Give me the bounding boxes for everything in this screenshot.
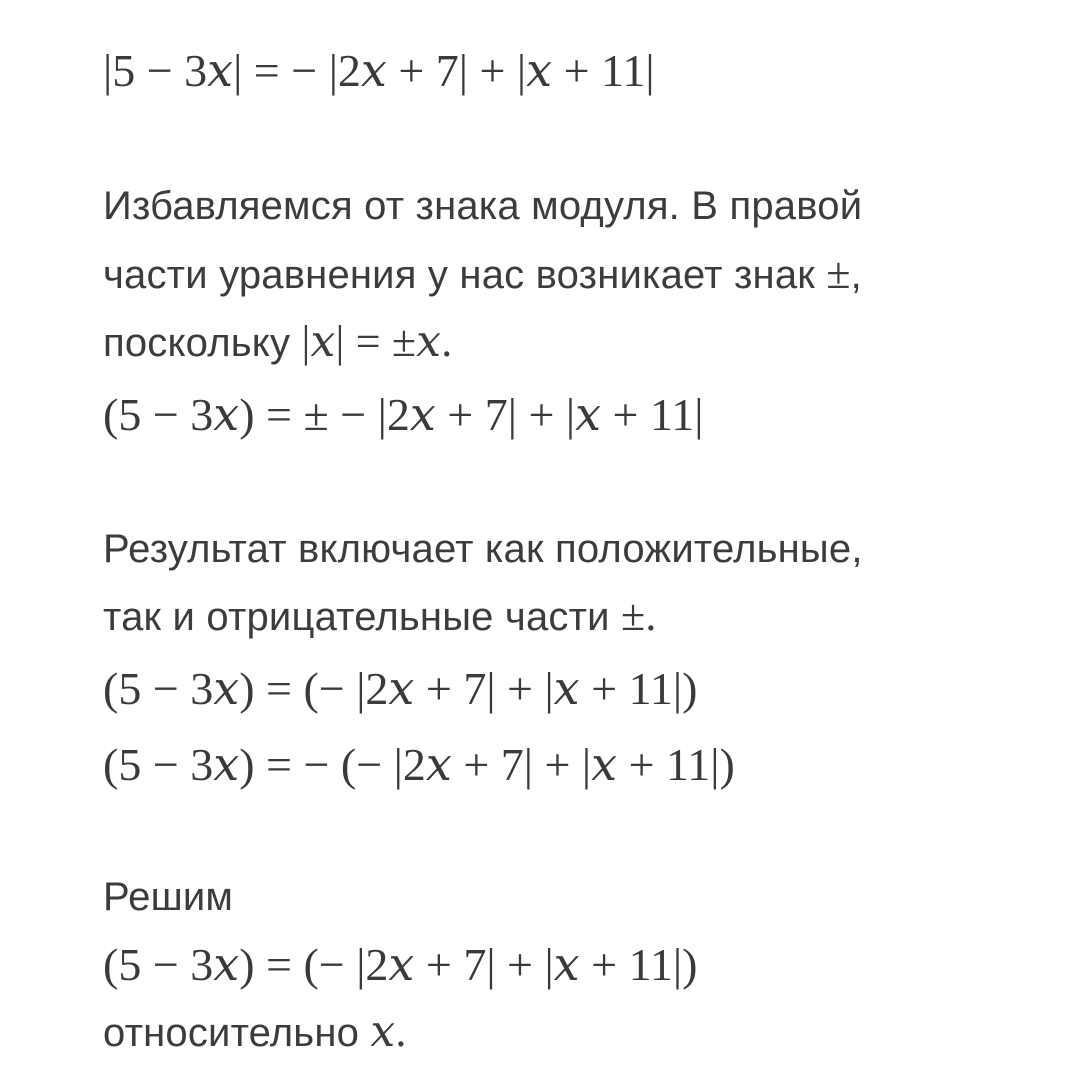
paragraph-solve-heading: Решим <box>103 875 234 919</box>
equation-to-solve: (5 − 3𝑥) = (− |2𝑥 + 7| + |𝑥 + 11|) <box>103 939 698 990</box>
plus-minus-symbol: ± <box>826 249 851 298</box>
equation-original: |5 − 3𝑥| = − |2𝑥 + 7| + |𝑥 + 11| <box>103 45 655 96</box>
equation-positive-case: (5 − 3𝑥) = (− |2𝑥 + 7| + |𝑥 + 11|) <box>103 663 698 714</box>
paragraph-result-line1: Результат включает как положительные, <box>103 527 863 571</box>
paragraph-remove-modulus-line3 <box>103 318 452 367</box>
paragraph-text: поскольку <box>103 321 302 365</box>
paragraph-text: так и отрицательные части <box>103 595 621 639</box>
paragraph-text: части уравнения у нас возникает знак <box>103 253 827 297</box>
paragraph-result-line2 <box>103 592 657 641</box>
paragraph-solve-for-x <box>103 1008 407 1057</box>
plus-minus-symbol: ±. <box>620 591 657 640</box>
equation-plus-minus: (5 − 3𝑥) = ± − |2𝑥 + 7| + |𝑥 + 11| <box>103 389 704 440</box>
variable-x: 𝑥. <box>370 1007 407 1056</box>
inline-equation: |𝑥| = ±𝑥. <box>301 317 453 366</box>
paragraph-remove-modulus-line1: Избавляемся от знака модуля. В правой <box>103 184 863 228</box>
paragraph-text: относительно <box>103 1011 371 1055</box>
paragraph-punct: , <box>850 253 862 297</box>
equation-negative-case: (5 − 3𝑥) = − (− |2𝑥 + 7| + |𝑥 + 11|) <box>103 739 735 790</box>
paragraph-remove-modulus-line2 <box>103 250 862 299</box>
